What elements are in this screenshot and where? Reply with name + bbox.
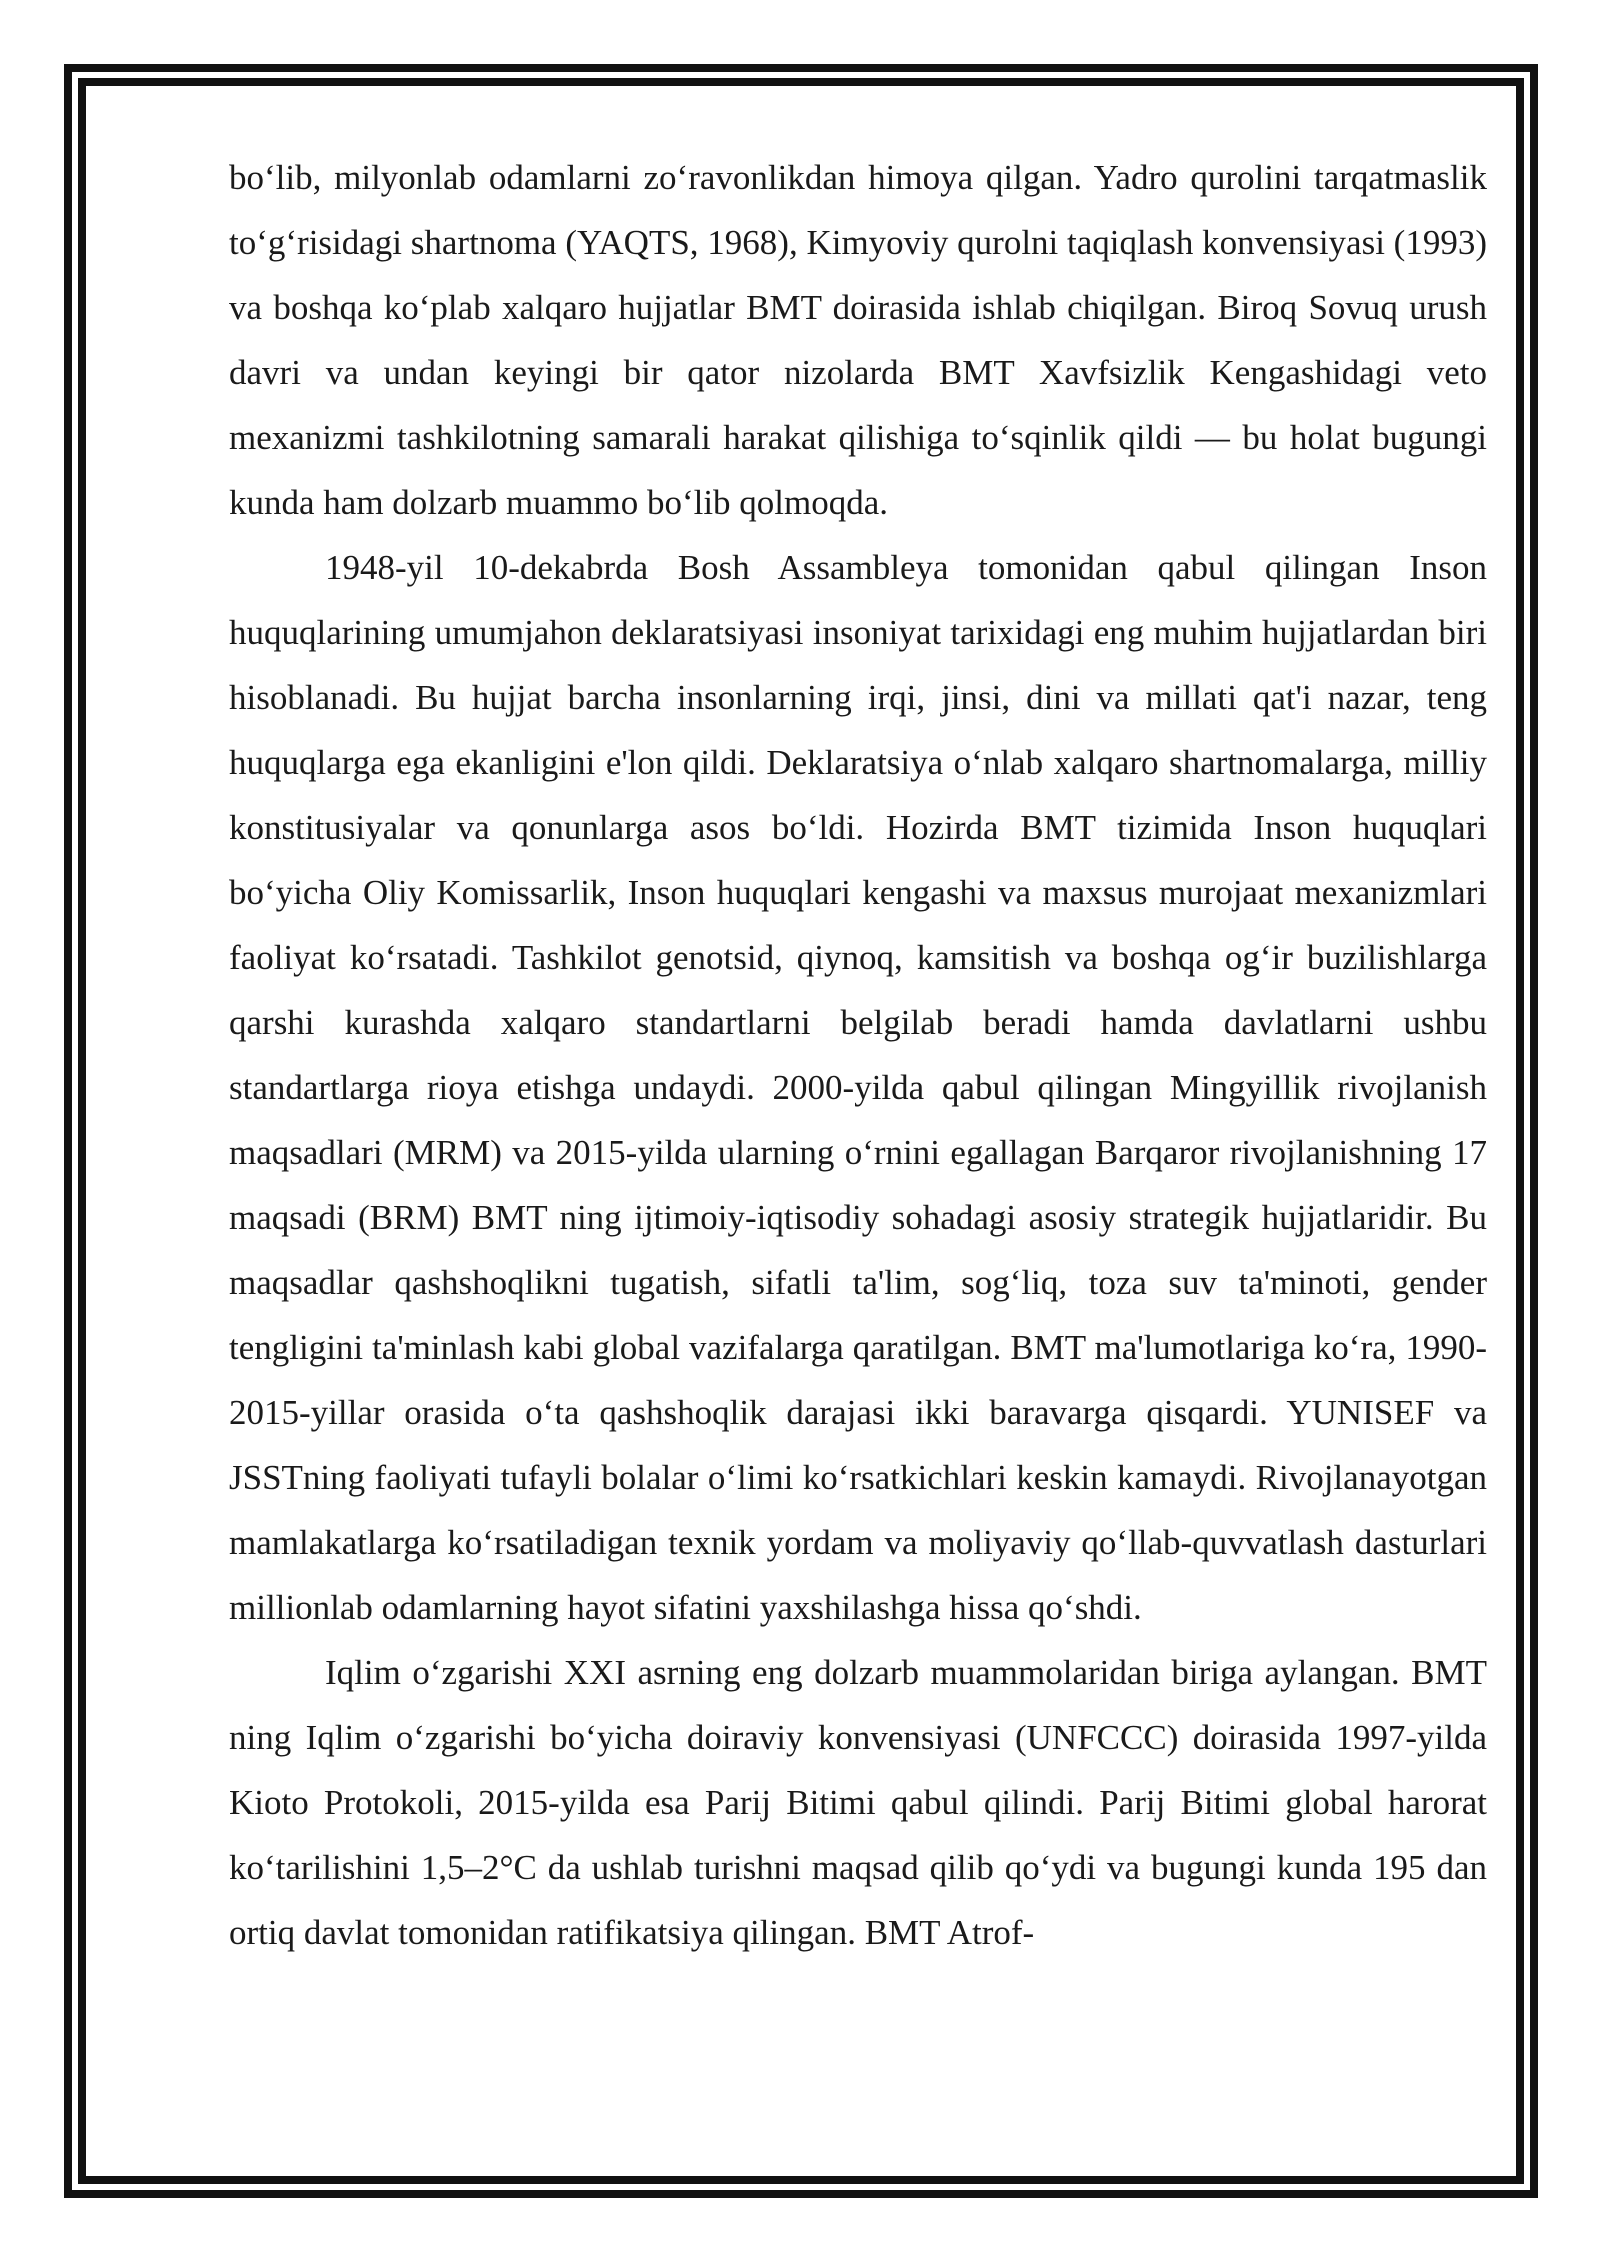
document-body <box>229 145 1487 1965</box>
paragraph-un-security: bo‘lib, milyonlab odamlarni zo‘ravonlikdan himoya qilgan. Yadro qurolini tarqatmaslik to‘g‘risidagi shartnoma (YAQTS, 1968), Kimyoviy qurolni taqiqlash konvensiyasi (1993) va boshqa ko‘plab xalqaro hujjatlar BMT doirasida ishlab chiqilgan. Biroq Sovuq urush davri va undan keyingi bir qator nizolarda BMT Xavfsizlik Kengashidagi veto mexanizmi tashkilotning samarali harakat qilishiga to‘sqinlik qildi — bu holat bugungi kunda ham dolzarb muammo bo‘lib qolmoqda. <box>229 158 1487 522</box>
paragraph-climate-change: Iqlim o‘zgarishi XXI asrning eng dolzarb muammolaridan biriga aylangan. BMT ning Iqlim o‘zgarishi bo‘yicha doiraviy konvensiyasi (UNFCCC) doirasida 1997-yilda Kioto Protokoli, 2015-yilda esa Parij Bitimi qabul qilindi. Parij Bitimi global harorat ko‘tarilishini 1,5–2°C da ushlab turishni maqsad qilib qo‘ydi va bugungi kunda 195 dan ortiq davlat tomonidan ratifikatsiya qilingan. BMT Atrof- <box>229 1653 1487 1952</box>
paragraph-human-rights: 1948-yil 10-dekabrda Bosh Assambleya tomonidan qabul qilingan Inson huquqlarining umumjahon deklaratsiyasi insoniyat tarixidagi eng muhim hujjatlardan biri hisoblanadi. Bu hujjat barcha insonlarning irqi, jinsi, dini va millati qat'i nazar, teng huquqlarga ega ekanligini e'lon qildi. Deklaratsiya o‘nlab xalqaro shartnomalarga, milliy konstitusiyalar va qonunlarga asos bo‘ldi. Hozirda BMT tizimida Inson huquqlari bo‘yicha Oliy Komissarlik, Inson huquqlari kengashi va maxsus murojaat mexanizmlari faoliyat ko‘rsatadi. Tashkilot genotsid, qiynoq, kamsitish va boshqa og‘ir buzilishlarga qarshi kurashda xalqaro standartlarni belgilab beradi hamda davlatlarni ushbu standartlarga rioya etishga undaydi. 2000-yilda qabul qilingan Mingyillik rivojlanish maqsadlari (MRM) va 2015-yilda ularning o‘rnini egallagan Barqaror rivojlanishning 17 maqsadi (BRM) BMT ning ijtimoiy-iqtisodiy sohadagi asosiy strategik hujjatlaridir. Bu maqsadlar qashshoqlikni tugatish, sifatli ta'lim, sog‘liq, toza suv ta'minoti, gender tengligini ta'minlash kabi global vazifalarga qaratilgan. BMT ma'lumotlariga ko‘ra, 1990-2015-yillar orasida o‘ta qashshoqlik darajasi ikki baravarga qisqardi. YUNISEF va JSSTning faoliyati tufayli bolalar o‘limi ko‘rsatkichlari keskin kamaydi. Rivojlanayotgan mamlakatlarga ko‘rsatiladigan texnik yordam va moliyaviy qo‘llab-quvvatlash dasturlari millionlab odamlarning hayot sifatini yaxshilashga hissa qo‘shdi. <box>229 548 1487 1627</box>
